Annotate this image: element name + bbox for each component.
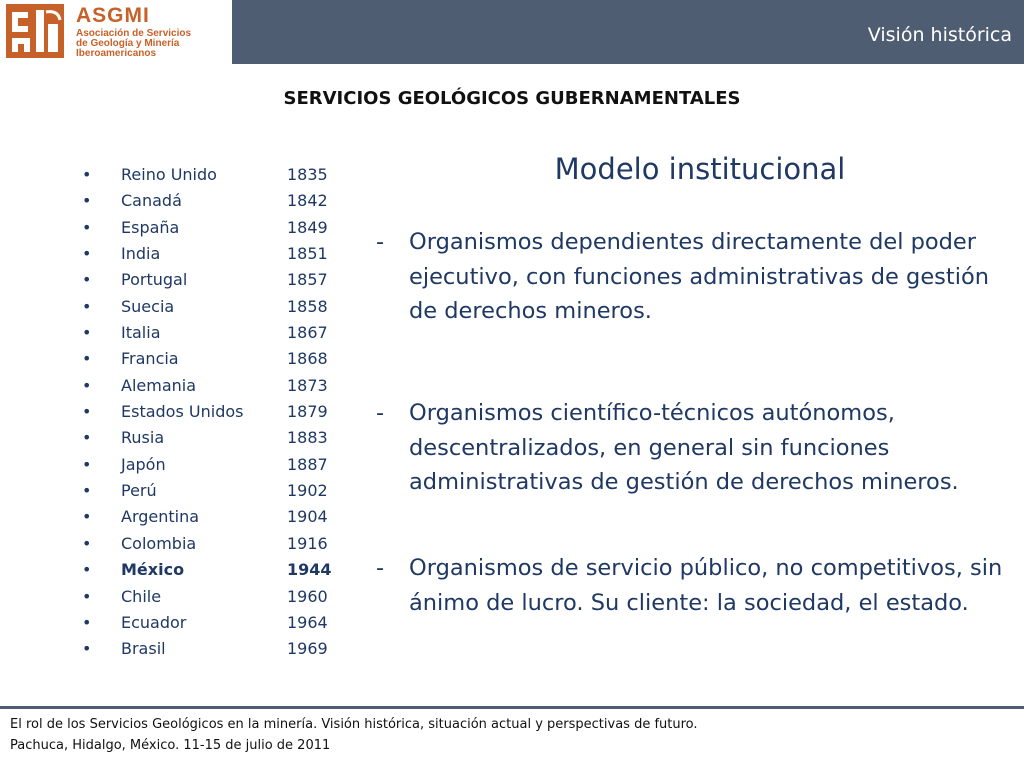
country-row [82,347,382,373]
country-year: 1835 [287,165,328,184]
logo-subtitle-line: Iberoamericanos [76,48,157,59]
country-row [82,189,382,215]
header-bar [0,0,1024,64]
bullet-icon: • [82,454,92,474]
country-name: Italia [121,323,161,343]
model-item-text: Organismos dependientes directamente del poder ejecutivo, con funciones administrativas de gestión de derechos mineros. [409,229,989,324]
bullet-icon: • [82,428,92,448]
bullet-icon: • [82,612,92,632]
footer-text: El rol de los Servicios Geológicos en la minería. Visión histórica, situación actual y perspectivas de futuro. [10,717,698,732]
country-year: 1867 [287,323,328,343]
country-row [82,611,382,637]
slide-title: SERVICIOS GEOLÓGICOS GUBERNAMENTALES [283,88,741,109]
country-name: Estados Unidos [121,402,244,422]
bullet-icon: • [82,270,92,290]
country-name: Suecia [121,296,175,316]
asgmi-emblem-icon [6,4,64,58]
bullet-icon: • [82,586,92,606]
country-row [82,637,382,663]
country-name: Brasil [121,639,166,659]
bullet-icon: • [82,217,92,237]
country-name: Chile [121,586,162,606]
country-year: 1858 [287,296,328,316]
country-name: Alemania [121,375,197,395]
country-year: 1904 [287,507,328,527]
country-row [82,453,382,479]
country-row [82,242,382,268]
country-year: 1883 [287,428,328,448]
country-name: Argentina [121,507,200,527]
country-year: 1944 [287,560,332,580]
bullet-icon: • [82,244,92,264]
country-name: Ecuador [121,612,187,632]
model-item [376,396,1012,500]
country-row [82,163,382,189]
dash-marker: - [376,400,385,426]
model-item [376,225,1012,329]
country-name: México [121,560,185,580]
bullet-icon: • [82,533,92,553]
country-row [82,532,382,558]
logo-subtitle-line: Asociación de Servicios [76,28,192,39]
bullet-icon: • [82,349,92,369]
country-year: 1849 [287,217,328,237]
country-year: 1969 [287,639,328,659]
country-name: España [121,217,180,237]
country-year: 1868 [287,349,328,369]
model-item-text: Organismos de servicio público, no competitivos, sin ánimo de lucro. Su cliente: la sociedad, el estado. [409,555,1003,616]
bullet-icon: • [82,639,92,659]
country-name: Francia [121,349,179,369]
country-row [82,479,382,505]
country-row [82,295,382,321]
country-row [82,321,382,347]
bullet-icon: • [82,165,92,184]
bullet-icon: • [82,191,92,211]
bullet-icon: • [82,375,92,395]
country-row [82,426,382,452]
country-row [82,216,382,242]
country-year: 1960 [287,586,328,606]
logo-subtitle-line: de Geología y Minería [76,38,180,49]
country-name: Colombia [121,533,197,553]
country-year: 1857 [287,270,328,290]
dash-marker: - [376,229,385,255]
country-list [82,163,385,664]
country-row [82,585,382,611]
logo-name: ASGMI [76,4,150,27]
country-name: Reino Unido [121,165,217,184]
dash-marker: - [376,555,385,581]
country-name: Portugal [121,270,188,290]
bullet-icon: • [82,507,92,527]
country-row [82,268,382,294]
country-year: 1916 [287,533,328,553]
country-year: 1873 [287,375,328,395]
bullet-icon: • [82,560,92,580]
country-name: Japón [121,454,166,474]
country-row [82,374,382,400]
country-year: 1887 [287,454,328,474]
footer-divider [0,706,1024,709]
logo [0,0,232,64]
model-item-text: Organismos científico-técnicos autónomos, descentralizados, en general sin funciones administrativas de gestión de derechos mineros. [409,400,959,495]
country-row-mexico [82,558,382,584]
country-row [82,400,382,426]
bullet-icon: • [82,323,92,343]
model-item [376,551,1012,620]
country-year: 1842 [287,191,328,211]
country-row [82,505,382,531]
bullet-icon: • [82,402,92,422]
country-name: Rusia [121,428,165,448]
country-year: 1879 [287,402,328,422]
model-heading: Modelo institucional [554,152,846,186]
country-year: 1902 [287,481,328,501]
section-label: Visión histórica [867,24,1012,46]
country-name: India [121,244,161,264]
country-name: Canadá [121,191,182,211]
country-year: 1964 [287,612,328,632]
country-name: Perú [121,481,157,501]
footer-text: Pachuca, Hidalgo, México. 11-15 de julio de 2011 [10,738,331,753]
bullet-icon: • [82,296,92,316]
bullet-icon: • [82,481,92,501]
country-year: 1851 [287,244,328,264]
